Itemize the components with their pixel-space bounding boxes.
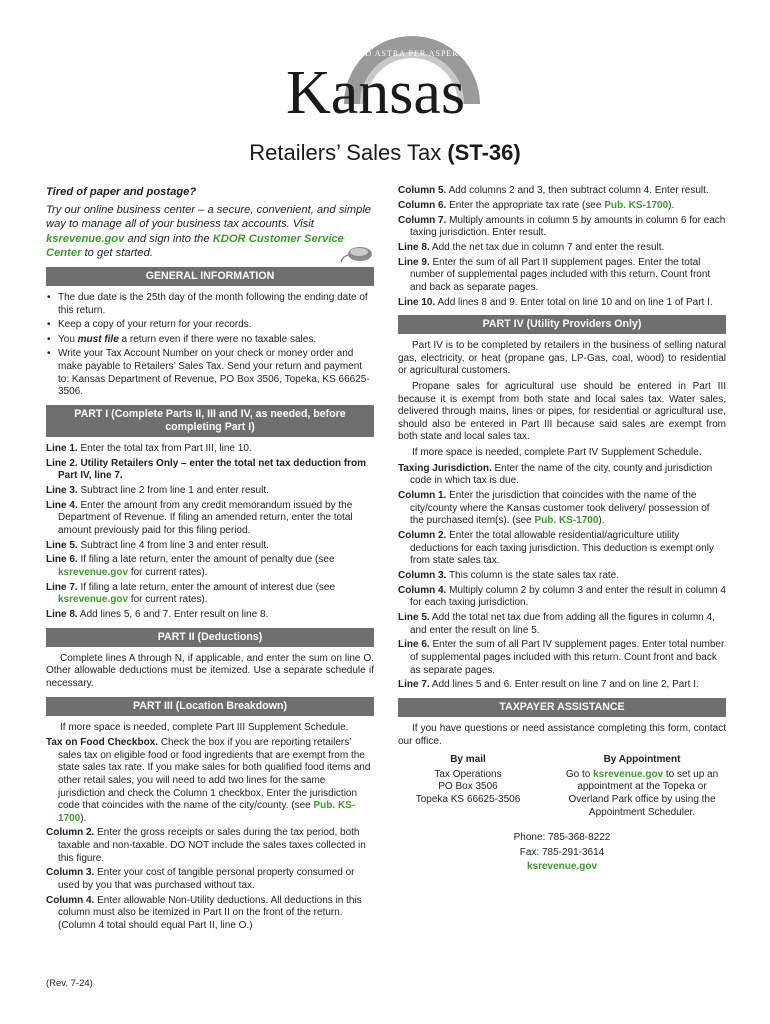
part3-column-3: Column 3. Enter your cost of tangible personal property consumed or used by you that was purchased without tax. [46, 867, 355, 892]
seal-text: AD ASTRA PER ASPERA [358, 49, 466, 58]
part4-para-1: Part IV is to be completed by retailers in the business of selling natural gas, electricity, or heat (propane gas, LP-Gas, coal, wood) to residential or agricultural customers. [398, 340, 726, 377]
fax-number: Fax: 785-291-3614 [519, 846, 605, 858]
part1-line-3: Line 3. Subtract line 2 from line 1 and enter result. [46, 484, 269, 496]
part-1-heading: PART I (Complete Parts II, III and IV, as needed, before completing Part I) [46, 405, 374, 437]
appointment-text: Go to ksrevenue.gov to set up an appointment at the Topeka or Overland Park office by using the Appointment Scheduler. [565, 768, 719, 818]
part1-line-5: Line 5. Subtract line 4 from line 3 and enter result. [46, 539, 269, 551]
assistance-intro: If you have questions or need assistance completing this form, contact our office. [398, 723, 726, 747]
list-item: • Keep a copy of your return for your records. [46, 319, 374, 332]
pub-ks-1700-link[interactable]: Pub. KS-1700 [534, 515, 599, 527]
part3-intro: If more space is needed, complete Part III Supplement Schedule. [60, 721, 349, 733]
revision-date: (Rev. 7-24) [46, 978, 93, 989]
general-information-heading: GENERAL INFORMATION [46, 267, 374, 286]
part4-column-1: Column 1. Enter the jurisdiction that coincides with the name of the city/county where the Kansas customer took delivery/ possession of the purchased item(s). (see Pub. KS-1700). [398, 490, 710, 527]
by-appointment-heading: By Appointment [603, 754, 681, 766]
pub-ks-1700-link[interactable]: Pub. KS-1700 [58, 800, 356, 824]
phone-number: Phone: 785-368-8222 [513, 832, 611, 844]
kdor-customer-service-link[interactable]: KDOR Customer Service Center [46, 232, 344, 260]
part3-column-2: Column 2. Enter the gross receipts or sales during the tax period, both taxable and non-taxable. DO NOT include the sales taxes collected in this figure. [46, 827, 366, 864]
ksrevenue-website-link[interactable]: ksrevenue.gov [526, 861, 598, 873]
ksrevenue-link[interactable]: ksrevenue.gov [58, 567, 129, 578]
kansas-logo: Kansas [286, 59, 466, 127]
part3-column-4: Column 4. Enter allowable Non-Utility deductions. All deductions in this column must also be itemized in Part II on the front of the return. (Column 4 total should equal Part II, line O.) [46, 894, 362, 931]
part-3-heading: PART III (Location Breakdown) [46, 697, 374, 716]
ksrevenue-link[interactable]: ksrevenue.gov [46, 232, 125, 245]
mail-line: Tax Operations [434, 768, 502, 780]
part3-line-10: Line 10. Add lines 8 and 9. Enter total on line 10 and on line 1 of Part I. [398, 296, 713, 308]
contact-methods [398, 754, 726, 819]
part1-line-4: Line 4. Enter the amount from any credit memorandum issued by the Department of Revenue. If filing an amended return, enter the total amount previously paid for this filing period. [46, 499, 353, 536]
part3-food-checkbox: Tax on Food Checkbox. Check the box if you are reporting retailers’ sales tax on eligible food or food ingredients that are exempt from the state sales tax rate. If you make sales for both qualified food items and other retail sales, you will need to add two lines for the same jurisdiction and check the Column 1 checkbox. Enter the jurisdiction code that coincides with the name of the city/county. (see Pub. KS-1700). [46, 737, 371, 824]
part4-column-4: Column 4. Multiply column 2 by column 3 and enter the result in column 4 for each taxing jurisdiction. [398, 584, 726, 609]
part1-line-1: Line 1. Enter the total tax from Part III, line 10. [46, 442, 252, 454]
part3-line-8: Line 8. Add the net tax due in column 7 and enter the result. [398, 241, 665, 253]
part4-line-7: Line 7. Add lines 5 and 6. Enter result on line 7 and on line 2, Part I. [398, 679, 699, 691]
list-item: • You must file a return even if there were no taxable sales. [46, 334, 374, 347]
pub-ks-1700-link[interactable]: Pub. KS-1700 [604, 199, 669, 211]
part-4-heading: PART IV (Utility Providers Only) [398, 315, 726, 334]
part4-column-3: Column 3. This column is the state sales tax rate. [398, 569, 620, 581]
part1-line-6: Line 6. If filing a late return, enter the amount of penalty due (see ksrevenue.gov for current rates). [46, 554, 335, 578]
part4-para-3: If more space is needed, complete Part IV Supplement Schedule. [412, 447, 702, 459]
mail-line: Topeka KS 66625-3506 [415, 794, 521, 805]
intro-block [46, 185, 374, 261]
part4-column-2: Column 2. Enter the total allowable residential/agriculture utility deductions for each taxing jurisdiction. This deduction is exempt only from state sales tax. [398, 529, 714, 567]
part3-column-6: Column 6. Enter the appropriate tax rate (see Pub. KS-1700). [398, 199, 675, 211]
part3-column-5: Column 5. Add columns 2 and 3, then subtract column 4. Enter result. [398, 185, 709, 196]
part1-line-8: Line 8. Add lines 5, 6 and 7. Enter result on line 8. [46, 609, 269, 621]
left-column [46, 185, 374, 935]
part-2-heading: PART II (Deductions) [46, 628, 374, 647]
computer-mouse-icon [340, 243, 374, 263]
intro-text: Try our online business center – a secure, convenient, and simple way to manage all of your business tax accounts. Visit ksrevenue.gov and sign into the KDOR Customer Service Center to get started. [46, 203, 372, 260]
taxpayer-assistance-heading: TAXPAYER ASSISTANCE [398, 698, 726, 717]
part2-text: Complete lines A through N, if applicable, and enter the sum on line O. Other allowable deductions must be itemized. Use a separate schedule if necessary. [46, 652, 374, 689]
list-item: • Write your Tax Account Number on your check or money order and make payable to Retailers’ Sales Tax. Send your return and payment to: Kansas Department of Revenue, PO Box 3506, Topeka, KS 66625-3506. [46, 348, 374, 398]
part4-line-5: Line 5. Add the total net tax due from adding all the figures in column 4, and enter the result on line 5. [398, 612, 715, 636]
general-info-list [46, 292, 374, 399]
part4-para-2: Propane sales for agricultural use should be entered in Part III because it is exempt from both state and local sales tax. Water sales, delivered through mains, lines or pipes, for residential or agricultural use, should also be entered in Part III because said sales are exempt from both state and local sales tax. [398, 381, 726, 443]
intro-heading: Tired of paper and postage? [46, 186, 197, 198]
part1-line-2: Line 2. Utility Retailers Only – enter the total net tax deduction from Part IV, line 7. [46, 457, 367, 482]
ksrevenue-link[interactable]: ksrevenue.gov [593, 768, 664, 780]
part1-line-7: Line 7. If filing a late return, enter the amount of interest due (see ksrevenue.gov for current rates). [46, 581, 336, 606]
list-item: • The due date is the 25th day of the month following the ending date of this return. [46, 292, 374, 317]
contact-info [398, 831, 726, 875]
page-title: Retailers’ Sales Tax (ST-36) [249, 140, 521, 165]
ksrevenue-link[interactable]: ksrevenue.gov [58, 594, 129, 606]
by-appointment-block [558, 754, 726, 819]
part3-column-7: Column 7. Multiply amounts in column 5 by amounts in column 6 for each taxing jurisdiction. Enter result. [398, 214, 726, 239]
mail-line: PO Box 3506 [438, 781, 498, 793]
right-column [398, 185, 726, 875]
part4-taxing-jurisdiction: Taxing Jurisdiction. Enter the name of the city, county and jurisdiction code in which tax is due. [398, 462, 713, 487]
part3-line-9: Line 9. Enter the sum of all Part II supplement pages. Enter the total number of supplemental pages included with this return. Count front and back as separate pages. [398, 256, 711, 293]
part4-line-6: Line 6. Enter the sum of all Part IV supplement pages. Enter total number of supplemental pages included with this return. Count front and back as separate pages. [398, 639, 725, 676]
by-mail-block [398, 754, 538, 819]
by-mail-heading: By mail [450, 754, 486, 766]
